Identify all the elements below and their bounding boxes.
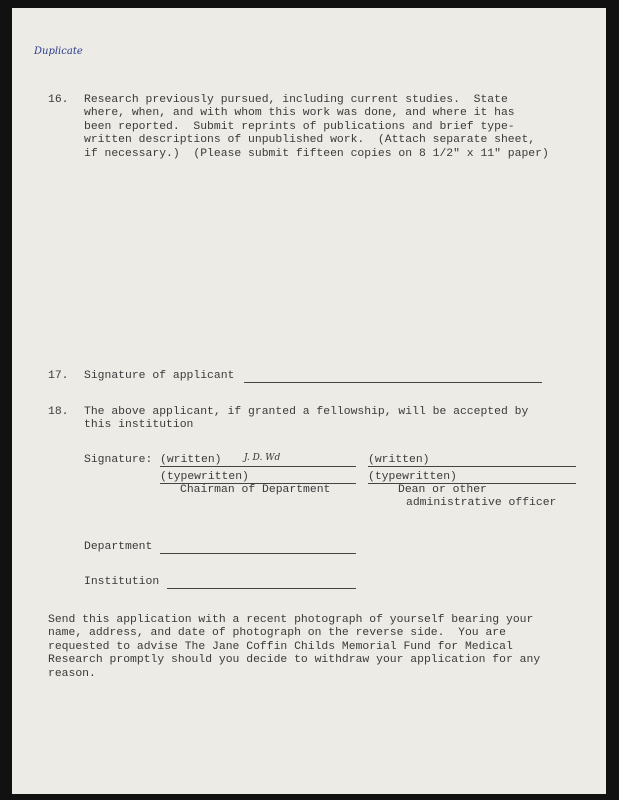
item-16-number: 16. — [48, 94, 69, 106]
dean-typewritten-label: (typewritten) — [368, 471, 457, 483]
dean-written-line[interactable] — [368, 466, 576, 467]
department-label: Department — [84, 541, 153, 553]
item-16-text: Research previously pursued, including current studies. State where, when, and with whom this work was done, and where it has been reported. Submit reprints of publications and brief type- written descriptions of unpublished work. (Attach separate sheet, if necessary.) (Please submit fifteen copies on 8 1/2" x 11" paper) — [84, 94, 549, 160]
chair-signature: J. D. Wd — [244, 453, 281, 463]
chairman-caption: Chairman of Department — [180, 484, 331, 496]
dean-caption-1: Dean or other — [398, 484, 487, 496]
applicant-signature-label: Signature of applicant — [84, 370, 235, 382]
handwritten-annotation: Duplicate — [34, 46, 83, 57]
chair-written-label: (written) — [160, 454, 222, 466]
document-page — [12, 8, 606, 794]
item-17-number: 17. — [48, 370, 69, 382]
department-line[interactable] — [160, 553, 356, 554]
dean-written-label: (written) — [368, 454, 430, 466]
dean-caption-2: administrative officer — [406, 497, 557, 509]
item-18-number: 18. — [48, 406, 69, 418]
institution-line[interactable] — [167, 588, 356, 589]
signature-label: Signature: — [84, 454, 153, 466]
chair-typewritten-label: (typewritten) — [160, 471, 249, 483]
institution-label: Institution — [84, 576, 160, 588]
footer-instructions: Send this application with a recent photograph of yourself bearing your name, address, and date of photograph on the reverse side. You are requested to advise The Jane Coffin Childs Memorial Fund for Medical Research promptly should you decide to withdraw your application for any reason. — [48, 614, 541, 680]
chair-written-line[interactable] — [160, 466, 356, 467]
applicant-signature-line[interactable] — [244, 382, 542, 383]
item-18-text: The above applicant, if granted a fellowship, will be accepted by this institution — [84, 406, 529, 432]
